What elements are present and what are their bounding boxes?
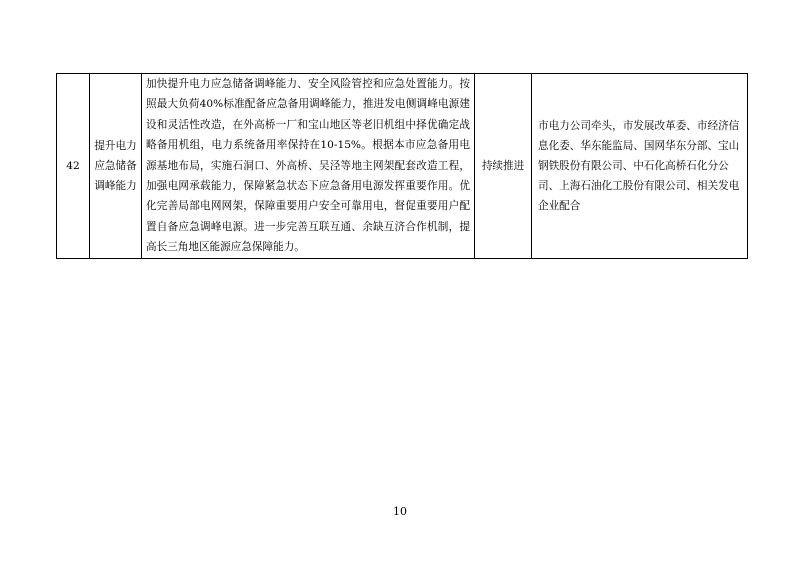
table-row	[57, 74, 748, 259]
measure-content-cell	[142, 74, 475, 259]
responsible-units-cell	[532, 74, 748, 259]
measure-title-cell	[90, 74, 142, 259]
measure-content: 加快提升电力应急储备调峰能力、安全风险管控和应急处置能力。按照最大负荷40%标准配备应急备用调峰能力，推进发电侧调峰电源建设和灵活性改造，在外高桥一厂和宝山地区等老旧机组中择优确定战略备用机组，电力系统备用率保持在10-15%。根据本市应急备用电源基地布局，实施石洞口、外高桥、吴泾等地主网架配套改造工程，加强电网承载能力，保障紧急状态下应急备用电源发挥重要作用。优化完善局部电网网架，保障重要用户安全可靠用电，督促重要用户配置自备应急调峰电源。进一步完善互联互通、余缺互济合作机制，提高长三角地区能源应急保障能力。	[146, 78, 470, 254]
measures-table	[56, 73, 748, 259]
measure-title: 提升电力应急储备调峰能力	[94, 139, 137, 192]
row-number: 42	[57, 74, 90, 259]
measure-period: 持续推进	[475, 74, 532, 259]
page-number: 10	[393, 505, 407, 518]
responsible-units: 市电力公司牵头，市发展改革委、市经济信息化委、华东能监局、国网华东分部、宝山钢铁股份有限公司、中石化高桥石化分公司、上海石油化工股份有限公司、相关发电企业配合	[538, 119, 740, 212]
